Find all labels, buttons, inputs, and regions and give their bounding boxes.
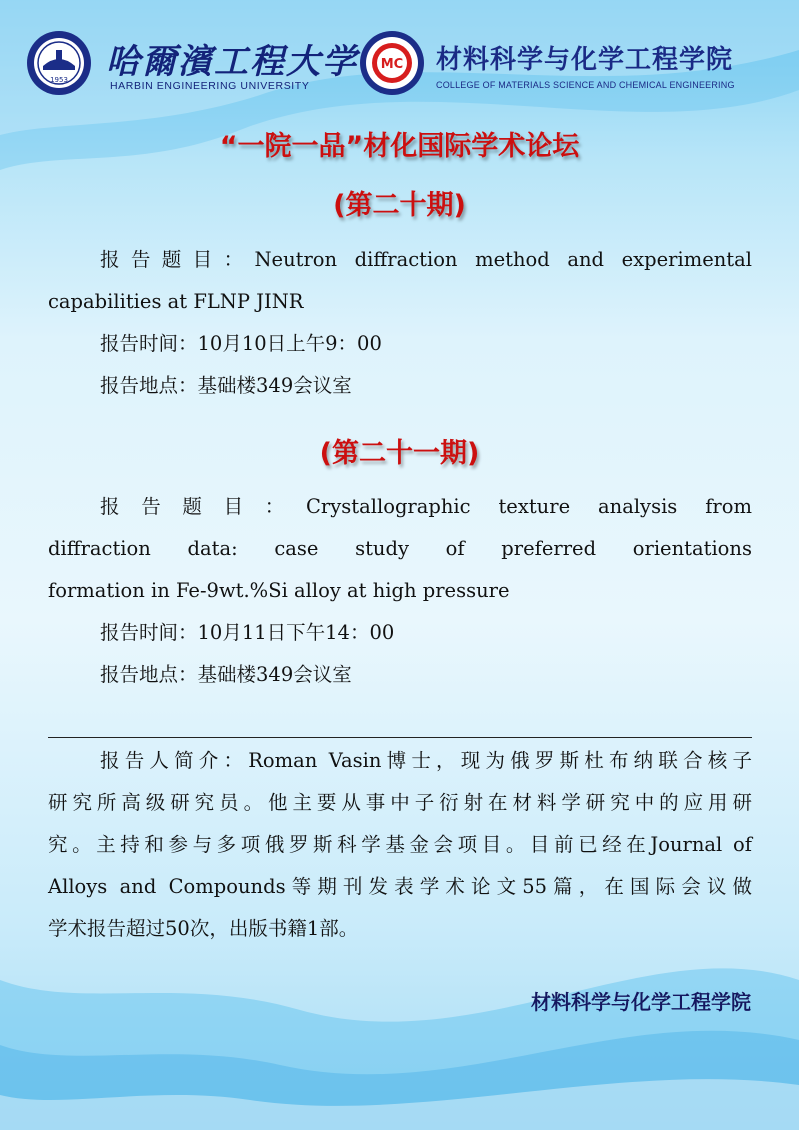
session-21-details <box>48 486 752 696</box>
session-topic-line: diffraction data: case study of preferred orientations <box>48 537 752 560</box>
speaker-intro-line: 学术报告超过50次，出版书籍1部。 <box>48 917 359 940</box>
forum-title: “一院一品”材化国际学术论坛 <box>219 131 580 162</box>
college-name-en: COLLEGE OF MATERIALS SCIENCE AND CHEMICAL ENGINEERING <box>436 80 735 90</box>
university-emblem-icon <box>26 30 92 96</box>
session-topic-line: 报告题目：Neutron diffraction method and experimental <box>100 248 752 271</box>
speaker-intro-line: Alloys and Compounds等期刊发表学术论文55篇，在国际会议做 <box>48 875 752 898</box>
college-name-cn: 材料科学与化学工程学院 <box>436 45 734 75</box>
session-period-heading: (第二十期) <box>333 190 466 221</box>
speaker-intro <box>48 740 752 950</box>
session-period-heading: (第二十一期) <box>319 438 480 469</box>
university-name-cn: 哈爾濱工程大学 <box>106 42 358 82</box>
footer-college-name: 材料科学与化学工程学院 <box>531 990 751 1014</box>
divider <box>48 737 752 738</box>
speaker-intro-line: 究。主持和参与多项俄罗斯科学基金会项目。目前已经在Journal of <box>48 833 752 856</box>
session-topic-line: 报告题目：Crystallographic texture analysis from <box>100 495 752 518</box>
session-place: 报告地点：基础楼349会议室 <box>100 663 352 686</box>
svg-text:MC: MC <box>380 57 404 72</box>
session-time: 报告时间：10月11日下午14：00 <box>100 621 395 644</box>
university-name-en: HARBIN ENGINEERING UNIVERSITY <box>110 80 310 92</box>
session-20-details <box>48 239 752 407</box>
college-emblem-icon <box>359 30 425 96</box>
speaker-intro-line: 报告人简介：Roman Vasin博士，现为俄罗斯杜布纳联合核子 <box>100 749 752 772</box>
session-topic-line: formation in Fe-9wt.%Si alloy at high pressure <box>48 579 510 602</box>
speaker-intro-line: 研究所高级研究员。他主要从事中子衍射在材料学研究中的应用研 <box>48 791 752 814</box>
header <box>26 30 776 106</box>
session-topic-line: capabilities at FLNP JINR <box>48 290 304 313</box>
session-time: 报告时间：10月10日上午9：00 <box>100 332 382 355</box>
emblem-year: 1953 <box>50 76 68 84</box>
session-place: 报告地点：基础楼349会议室 <box>100 374 352 397</box>
